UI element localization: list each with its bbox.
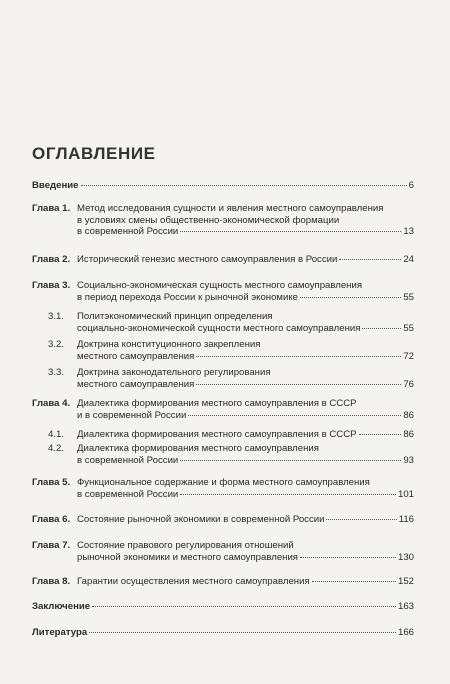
toc-entry-text: рыночной экономики и местного самоуправления — [77, 551, 299, 563]
toc-page-number: 152 — [397, 576, 414, 587]
toc-page-number: 76 — [403, 378, 414, 390]
chapter-number: Глава 8. — [32, 576, 71, 587]
toc-line — [77, 477, 414, 489]
toc-page-number: 130 — [397, 551, 414, 563]
toc-page-number: 6 — [408, 180, 414, 191]
toc-entry-text: Политэкономический принцип определения — [77, 311, 273, 322]
toc-line — [77, 576, 414, 588]
toc-entry-text: Заключение — [32, 601, 91, 612]
dot-leader — [81, 185, 407, 186]
toc-page-number: 86 — [403, 429, 414, 440]
dot-leader — [92, 606, 396, 607]
dot-leader — [89, 632, 396, 633]
toc-entry-text: в условиях смены общественно-экономической формации — [77, 214, 340, 226]
toc-line — [77, 379, 414, 391]
chapter-number: Глава 2. — [32, 254, 71, 265]
section-number: 4.2. — [48, 443, 65, 454]
toc-page-number: 55 — [403, 291, 414, 303]
toc-entry-text: социально-экономической сущности местного самоуправления — [77, 322, 361, 334]
dot-leader — [180, 494, 396, 495]
dot-leader — [300, 297, 401, 298]
toc-entry-text: в современной России — [77, 454, 179, 466]
toc-line — [77, 203, 414, 215]
dot-leader — [300, 557, 396, 558]
toc-entry-text: Гарантии осуществления местного самоуправления — [77, 576, 310, 587]
toc-page-number: 24 — [403, 254, 414, 265]
toc-line — [77, 323, 414, 335]
toc-entry-text: Доктрина законодательного регулирования — [77, 367, 271, 378]
chapter-number: Глава 7. — [32, 540, 71, 551]
toc-line — [77, 410, 414, 422]
toc-line — [77, 429, 414, 441]
toc-page-number: 163 — [397, 601, 414, 612]
toc-entry-text: местного самоуправления — [77, 350, 195, 362]
toc-line — [77, 339, 414, 351]
toc-line — [77, 489, 414, 501]
section-number: 3.1. — [48, 311, 65, 322]
toc-entry-text: Состояние рыночной экономики в современной России — [77, 514, 325, 525]
toc-entry-text: Диалектика формирования местного самоуправления — [77, 443, 319, 454]
toc-entry-text: в современной России — [77, 226, 179, 238]
page-title: ОГЛАВЛЕНИЕ — [32, 144, 156, 163]
toc-entry-text: Социально-экономическая сущность местного самоуправления — [77, 280, 363, 291]
dot-leader — [196, 356, 401, 357]
dot-leader — [196, 384, 401, 385]
toc-line — [77, 552, 414, 564]
toc-entry-text: и в современной России — [77, 409, 187, 421]
toc-line — [77, 254, 414, 266]
toc-page-number: 116 — [398, 514, 414, 525]
toc-line — [77, 311, 414, 323]
toc-line — [77, 398, 414, 410]
dot-leader — [188, 415, 401, 416]
chapter-number: Глава 6. — [32, 514, 71, 525]
dot-leader — [339, 259, 401, 260]
toc-line — [77, 455, 414, 467]
dot-leader — [362, 328, 401, 329]
dot-leader — [359, 434, 402, 435]
toc-line — [77, 367, 414, 379]
section-number: 3.3. — [48, 367, 65, 378]
toc-page-number: 93 — [403, 454, 414, 466]
toc-page-number: 86 — [403, 409, 414, 421]
dot-leader — [180, 460, 401, 461]
toc-page-number: 166 — [397, 627, 414, 638]
toc-entry-text: Доктрина конституционного закрепления — [77, 339, 261, 350]
dot-leader — [312, 581, 396, 582]
toc-page-number: 72 — [403, 350, 414, 362]
toc-entry-text: Исторический генезис местного самоуправления в России — [77, 254, 338, 265]
toc-entry-text: Диалектика формирования местного самоуправления в СССР — [77, 398, 357, 409]
toc-entry-text: местного самоуправления — [77, 378, 195, 390]
toc-entry-text: Состояние правового регулирования отношений — [77, 540, 294, 551]
toc-page-number: 101 — [397, 488, 414, 500]
toc-line — [32, 627, 414, 639]
chapter-number: Глава 4. — [32, 398, 71, 409]
toc-line — [77, 292, 414, 304]
chapter-number: Глава 1. — [32, 203, 71, 214]
toc-line — [77, 443, 414, 455]
toc-entry-text: Литература — [32, 627, 88, 638]
toc-line — [77, 280, 414, 292]
toc-line — [77, 351, 414, 363]
toc-entry-text: в современной России — [77, 488, 179, 500]
toc-entry-text: Метод исследования сущности и явления местного самоуправления — [77, 203, 384, 214]
dot-leader — [326, 519, 396, 520]
section-number: 3.2. — [48, 339, 65, 350]
toc-page-number: 55 — [403, 322, 414, 334]
chapter-number: Глава 5. — [32, 477, 71, 488]
toc-line — [77, 540, 414, 552]
toc-entry-text: Диалектика формирования местного самоуправления в СССР — [77, 429, 357, 440]
section-number: 4.1. — [48, 429, 65, 440]
toc-page-number: 13 — [403, 226, 414, 238]
toc-line — [32, 601, 414, 613]
toc-entry-text: в период перехода России к рыночной экономике — [77, 291, 299, 303]
toc-entry-text: Функциональное содержание и форма местного самоуправления — [77, 477, 370, 488]
toc-line — [77, 226, 414, 238]
dot-leader — [180, 231, 401, 232]
toc-line — [77, 215, 414, 227]
toc-entry-text: Введение — [32, 180, 79, 191]
toc-line — [32, 180, 414, 192]
toc-line — [77, 514, 414, 526]
chapter-number: Глава 3. — [32, 280, 71, 291]
